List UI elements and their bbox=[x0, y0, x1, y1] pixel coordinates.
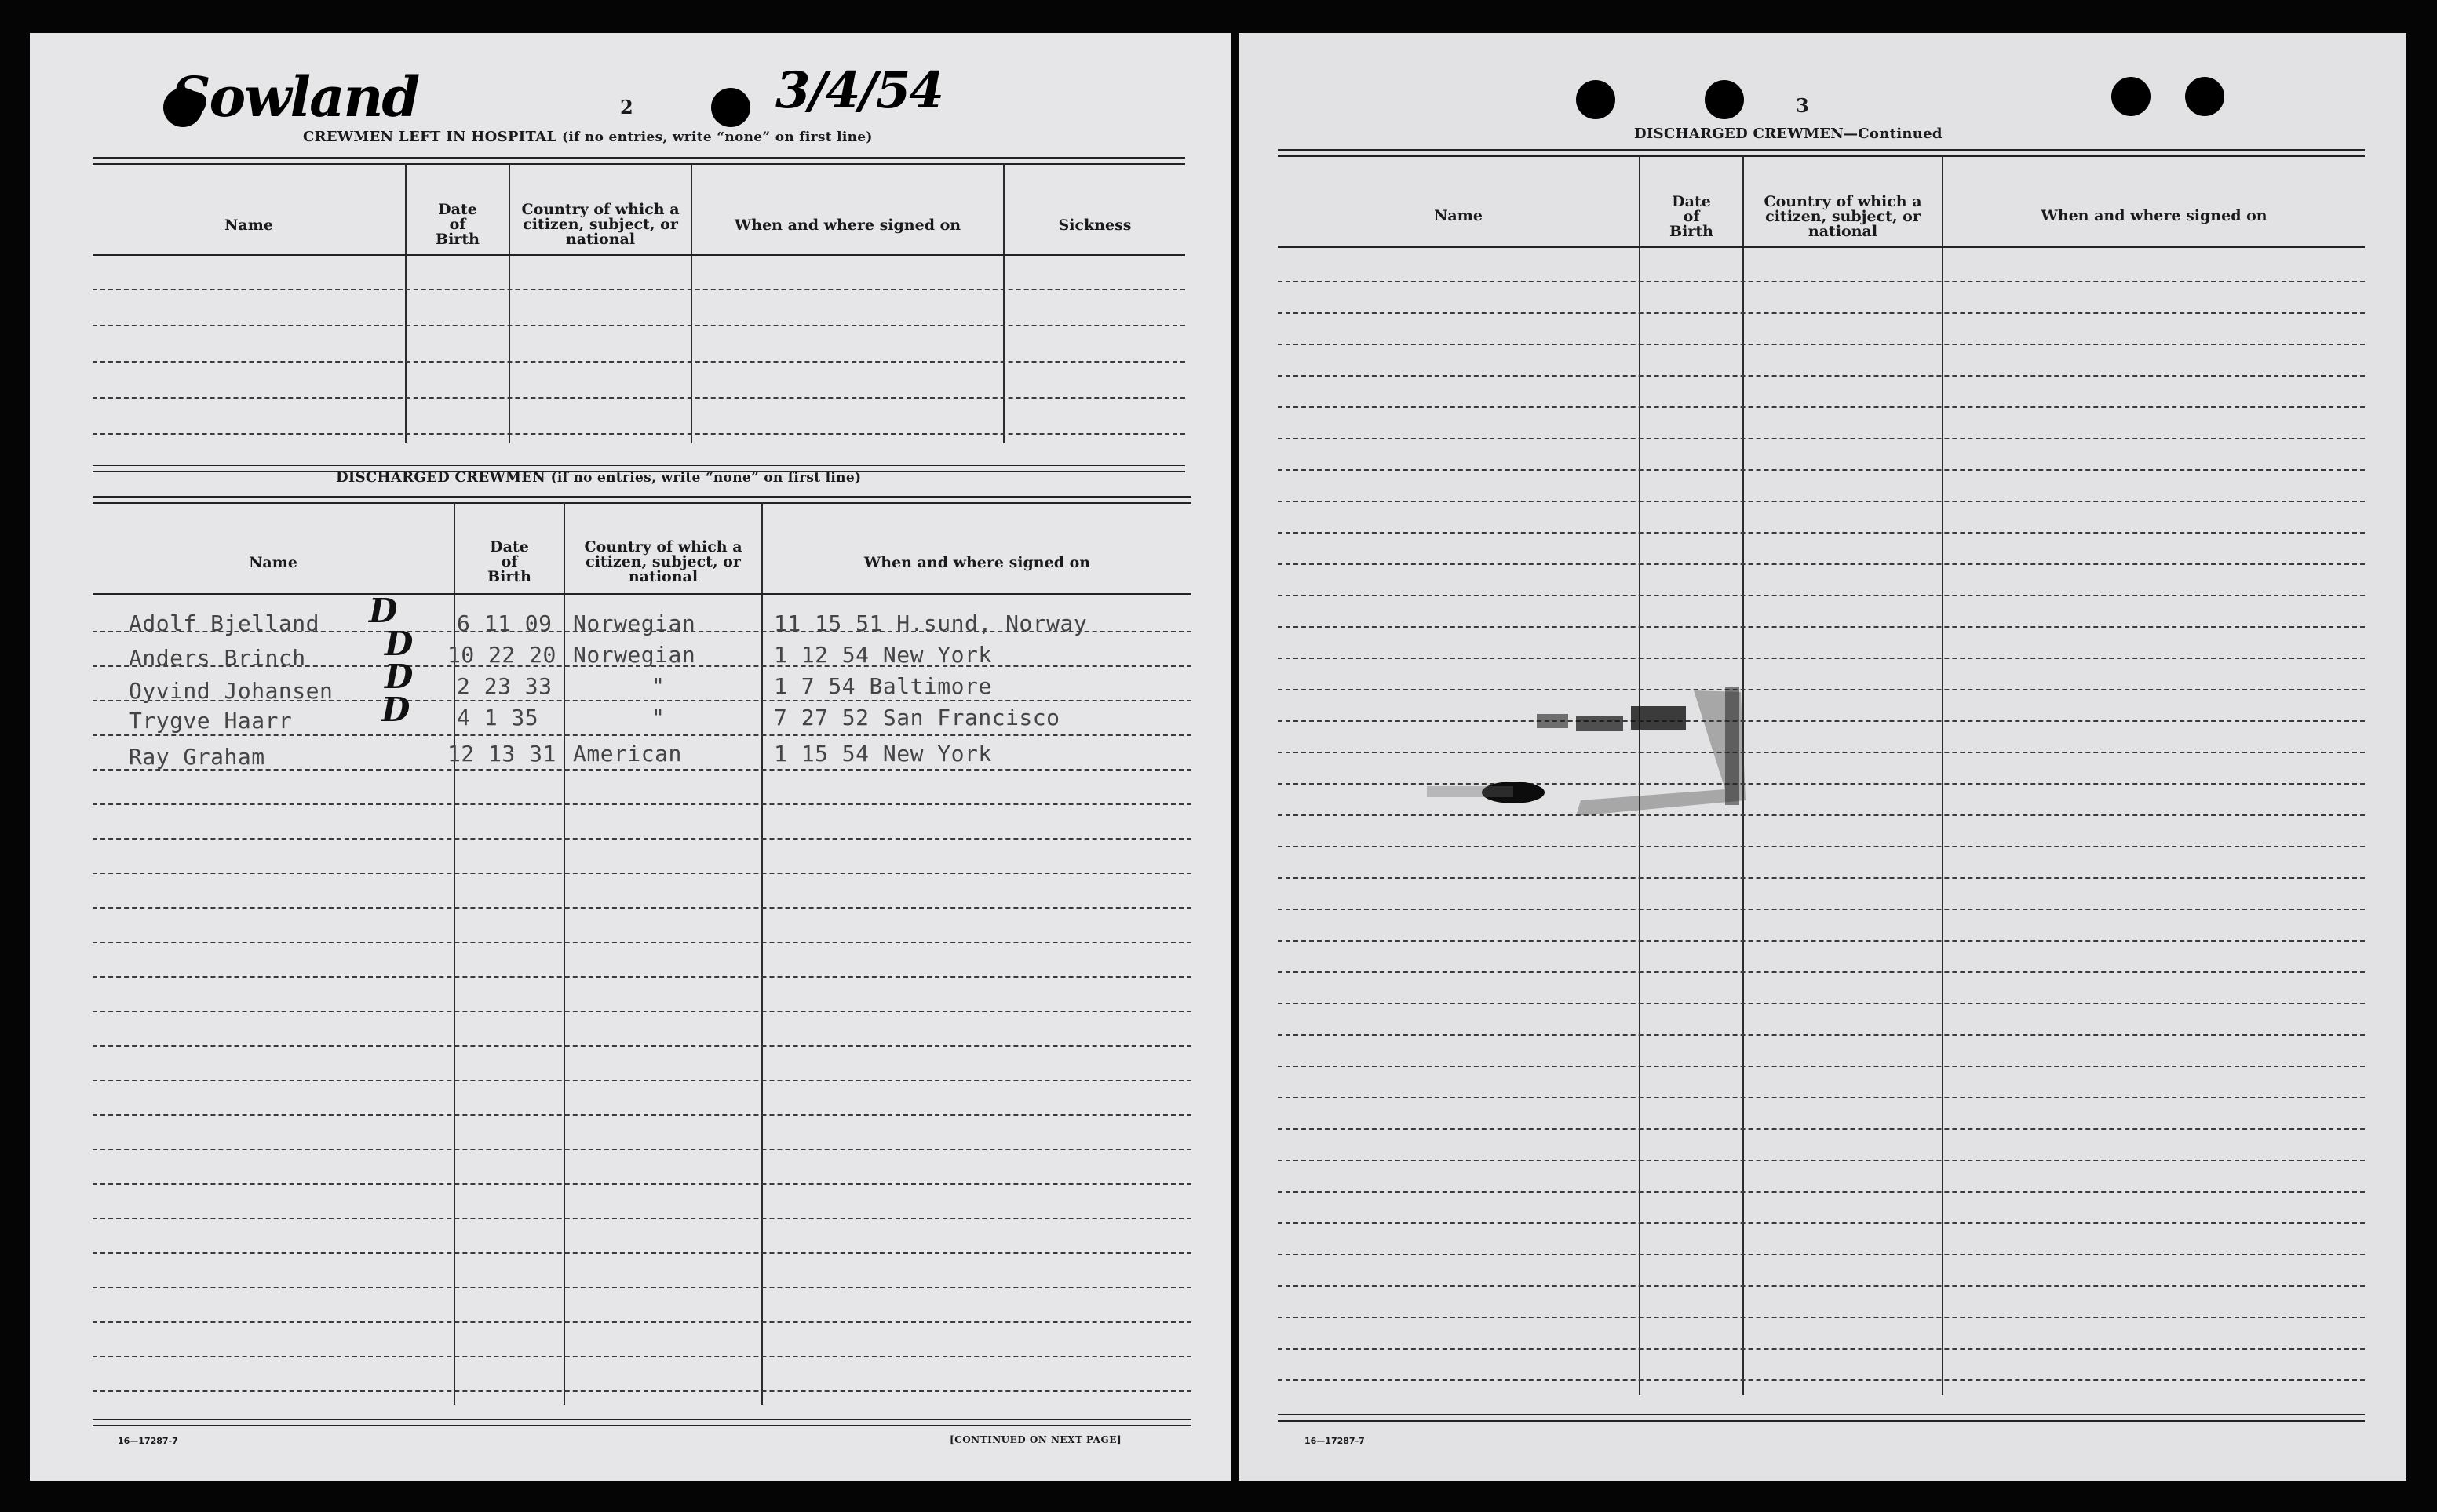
ruled-line bbox=[93, 1287, 1191, 1288]
column-header-country: Country of which a citizen, subject, or national bbox=[521, 201, 680, 248]
column-header-country: Country of which a citizen, subject, or national bbox=[1764, 193, 1922, 240]
ruled-line bbox=[93, 942, 1191, 943]
ruled-line bbox=[1278, 406, 2365, 408]
ruled-line bbox=[1278, 877, 2365, 879]
ruled-line bbox=[93, 1218, 1191, 1219]
hospital-table bbox=[93, 157, 1185, 475]
discharge-mark: D bbox=[369, 592, 398, 630]
ruled-line bbox=[1278, 375, 2365, 377]
ruled-line bbox=[1278, 1191, 2365, 1193]
column-header-sickness: Sickness bbox=[1058, 217, 1132, 234]
column-header-dob: Date of Birth bbox=[1669, 193, 1713, 240]
discharged-section-title: DISCHARGED CREWMEN (if no entries, write “none” on first line) bbox=[336, 469, 862, 486]
ruled-line bbox=[1278, 344, 2365, 345]
ruled-line bbox=[1278, 1034, 2365, 1036]
ruled-line bbox=[93, 1183, 1191, 1185]
signed-on: 1 15 54 New York bbox=[774, 741, 992, 767]
ruled-line bbox=[93, 1390, 1191, 1392]
ruled-line bbox=[1278, 909, 2365, 910]
form-number: 16—17287-7 bbox=[1304, 1436, 1365, 1446]
country: " bbox=[651, 705, 666, 730]
country: American bbox=[573, 741, 682, 767]
smudged-stamp bbox=[1395, 683, 1764, 824]
crewman-name: Anders Brinch bbox=[129, 645, 306, 671]
right-page bbox=[1239, 33, 2406, 1481]
ruled-line bbox=[1278, 281, 2365, 282]
column-header-name: Name bbox=[249, 554, 297, 571]
left-page bbox=[30, 33, 1231, 1481]
discharged-table bbox=[93, 496, 1191, 1430]
ruled-line bbox=[1278, 532, 2365, 534]
ruled-line bbox=[1278, 940, 2365, 942]
ruled-line bbox=[1278, 501, 2365, 502]
punch-hole bbox=[1576, 80, 1615, 119]
ruled-line bbox=[1278, 1379, 2365, 1381]
column-header-country: Country of which a citizen, subject, or national bbox=[584, 538, 742, 585]
ruled-line bbox=[93, 1011, 1191, 1012]
page-number: 3 bbox=[1796, 94, 1809, 117]
ruled-line bbox=[93, 1356, 1191, 1357]
ruled-line bbox=[93, 1080, 1191, 1081]
ruled-line bbox=[1278, 1066, 2365, 1067]
column-header-name: Name bbox=[1434, 207, 1483, 224]
signed-on: 11 15 51 H.sund, Norway bbox=[774, 610, 1088, 636]
hospital-section-title: CREWMEN LEFT IN HOSPITAL (if no entries, write “none” on first line) bbox=[303, 129, 873, 145]
ruled-line bbox=[1278, 626, 2365, 628]
form-number: 16—17287-7 bbox=[118, 1436, 178, 1446]
column-header-name: Name bbox=[224, 217, 273, 234]
ruled-line bbox=[93, 907, 1191, 909]
punch-hole bbox=[1705, 80, 1744, 119]
ruled-line bbox=[93, 1045, 1191, 1047]
column-header-signed: When and where signed on bbox=[734, 217, 961, 234]
column-header-signed: When and where signed on bbox=[863, 554, 1091, 571]
punch-hole bbox=[711, 88, 750, 127]
ruled-line bbox=[1278, 1348, 2365, 1350]
continued-note: [CONTINUED ON NEXT PAGE] bbox=[950, 1434, 1122, 1445]
column-header-dob: Date of Birth bbox=[436, 201, 480, 248]
ruled-line bbox=[1278, 595, 2365, 596]
crewman-name: Ray Graham bbox=[129, 744, 265, 770]
ruled-line bbox=[1278, 846, 2365, 847]
ruled-line bbox=[1278, 312, 2365, 314]
crewman-name: Adolf Bjelland bbox=[129, 610, 320, 636]
date-of-birth: 4 1 35 bbox=[457, 705, 539, 730]
ruled-line bbox=[93, 734, 1191, 736]
ruled-line bbox=[93, 1114, 1191, 1116]
discharge-mark: D bbox=[381, 690, 410, 729]
discharged-continued-table bbox=[1278, 149, 2365, 1436]
ruled-line bbox=[1278, 563, 2365, 565]
signed-on: 1 12 54 New York bbox=[774, 642, 992, 668]
country: Norwegian bbox=[573, 610, 696, 636]
ruled-line bbox=[1278, 971, 2365, 973]
discharge-mark: D bbox=[385, 625, 414, 663]
ruled-line bbox=[93, 1149, 1191, 1150]
ruled-line bbox=[1278, 469, 2365, 471]
ruled-line bbox=[1278, 1285, 2365, 1287]
crewman-name: Oyvind Johansen bbox=[129, 678, 334, 704]
ruled-line bbox=[1278, 1254, 2365, 1255]
ruled-line bbox=[1278, 1317, 2365, 1318]
date-of-birth: 2 23 33 bbox=[457, 673, 553, 699]
signed-on: 7 27 52 San Francisco bbox=[774, 705, 1060, 730]
ruled-line bbox=[1278, 658, 2365, 659]
ruled-line bbox=[93, 1252, 1191, 1254]
ruled-line bbox=[93, 838, 1191, 840]
section-title: DISCHARGED CREWMEN—Continued bbox=[1634, 126, 1943, 142]
crewman-name: Trygve Haarr bbox=[129, 708, 293, 734]
ruled-line bbox=[93, 873, 1191, 874]
punch-hole bbox=[2111, 77, 2151, 116]
ruled-line bbox=[93, 976, 1191, 978]
ruled-line bbox=[1278, 1003, 2365, 1004]
country: " bbox=[651, 673, 666, 699]
punch-hole bbox=[2185, 77, 2224, 116]
date-of-birth: 12 13 31 bbox=[447, 741, 556, 767]
ruled-line bbox=[93, 803, 1191, 805]
ruled-line bbox=[1278, 1222, 2365, 1224]
ruled-line bbox=[1278, 1160, 2365, 1161]
date-of-birth: 6 11 09 bbox=[457, 610, 553, 636]
date-of-birth: 10 22 20 bbox=[447, 642, 556, 668]
page-number: 2 bbox=[620, 96, 633, 118]
signed-on: 1 7 54 Baltimore bbox=[774, 673, 992, 699]
column-header-dob: Date of Birth bbox=[487, 538, 531, 585]
column-header-signed: When and where signed on bbox=[2041, 207, 2267, 224]
ruled-line bbox=[1278, 1128, 2365, 1130]
discharge-mark: D bbox=[385, 658, 414, 696]
ruled-line bbox=[1278, 438, 2365, 439]
handwritten-date: 3/4/54 bbox=[775, 61, 943, 120]
handwritten-name: Sowland bbox=[171, 64, 419, 129]
country: Norwegian bbox=[573, 642, 696, 668]
ruled-line bbox=[1278, 1097, 2365, 1098]
ruled-line bbox=[93, 1321, 1191, 1323]
